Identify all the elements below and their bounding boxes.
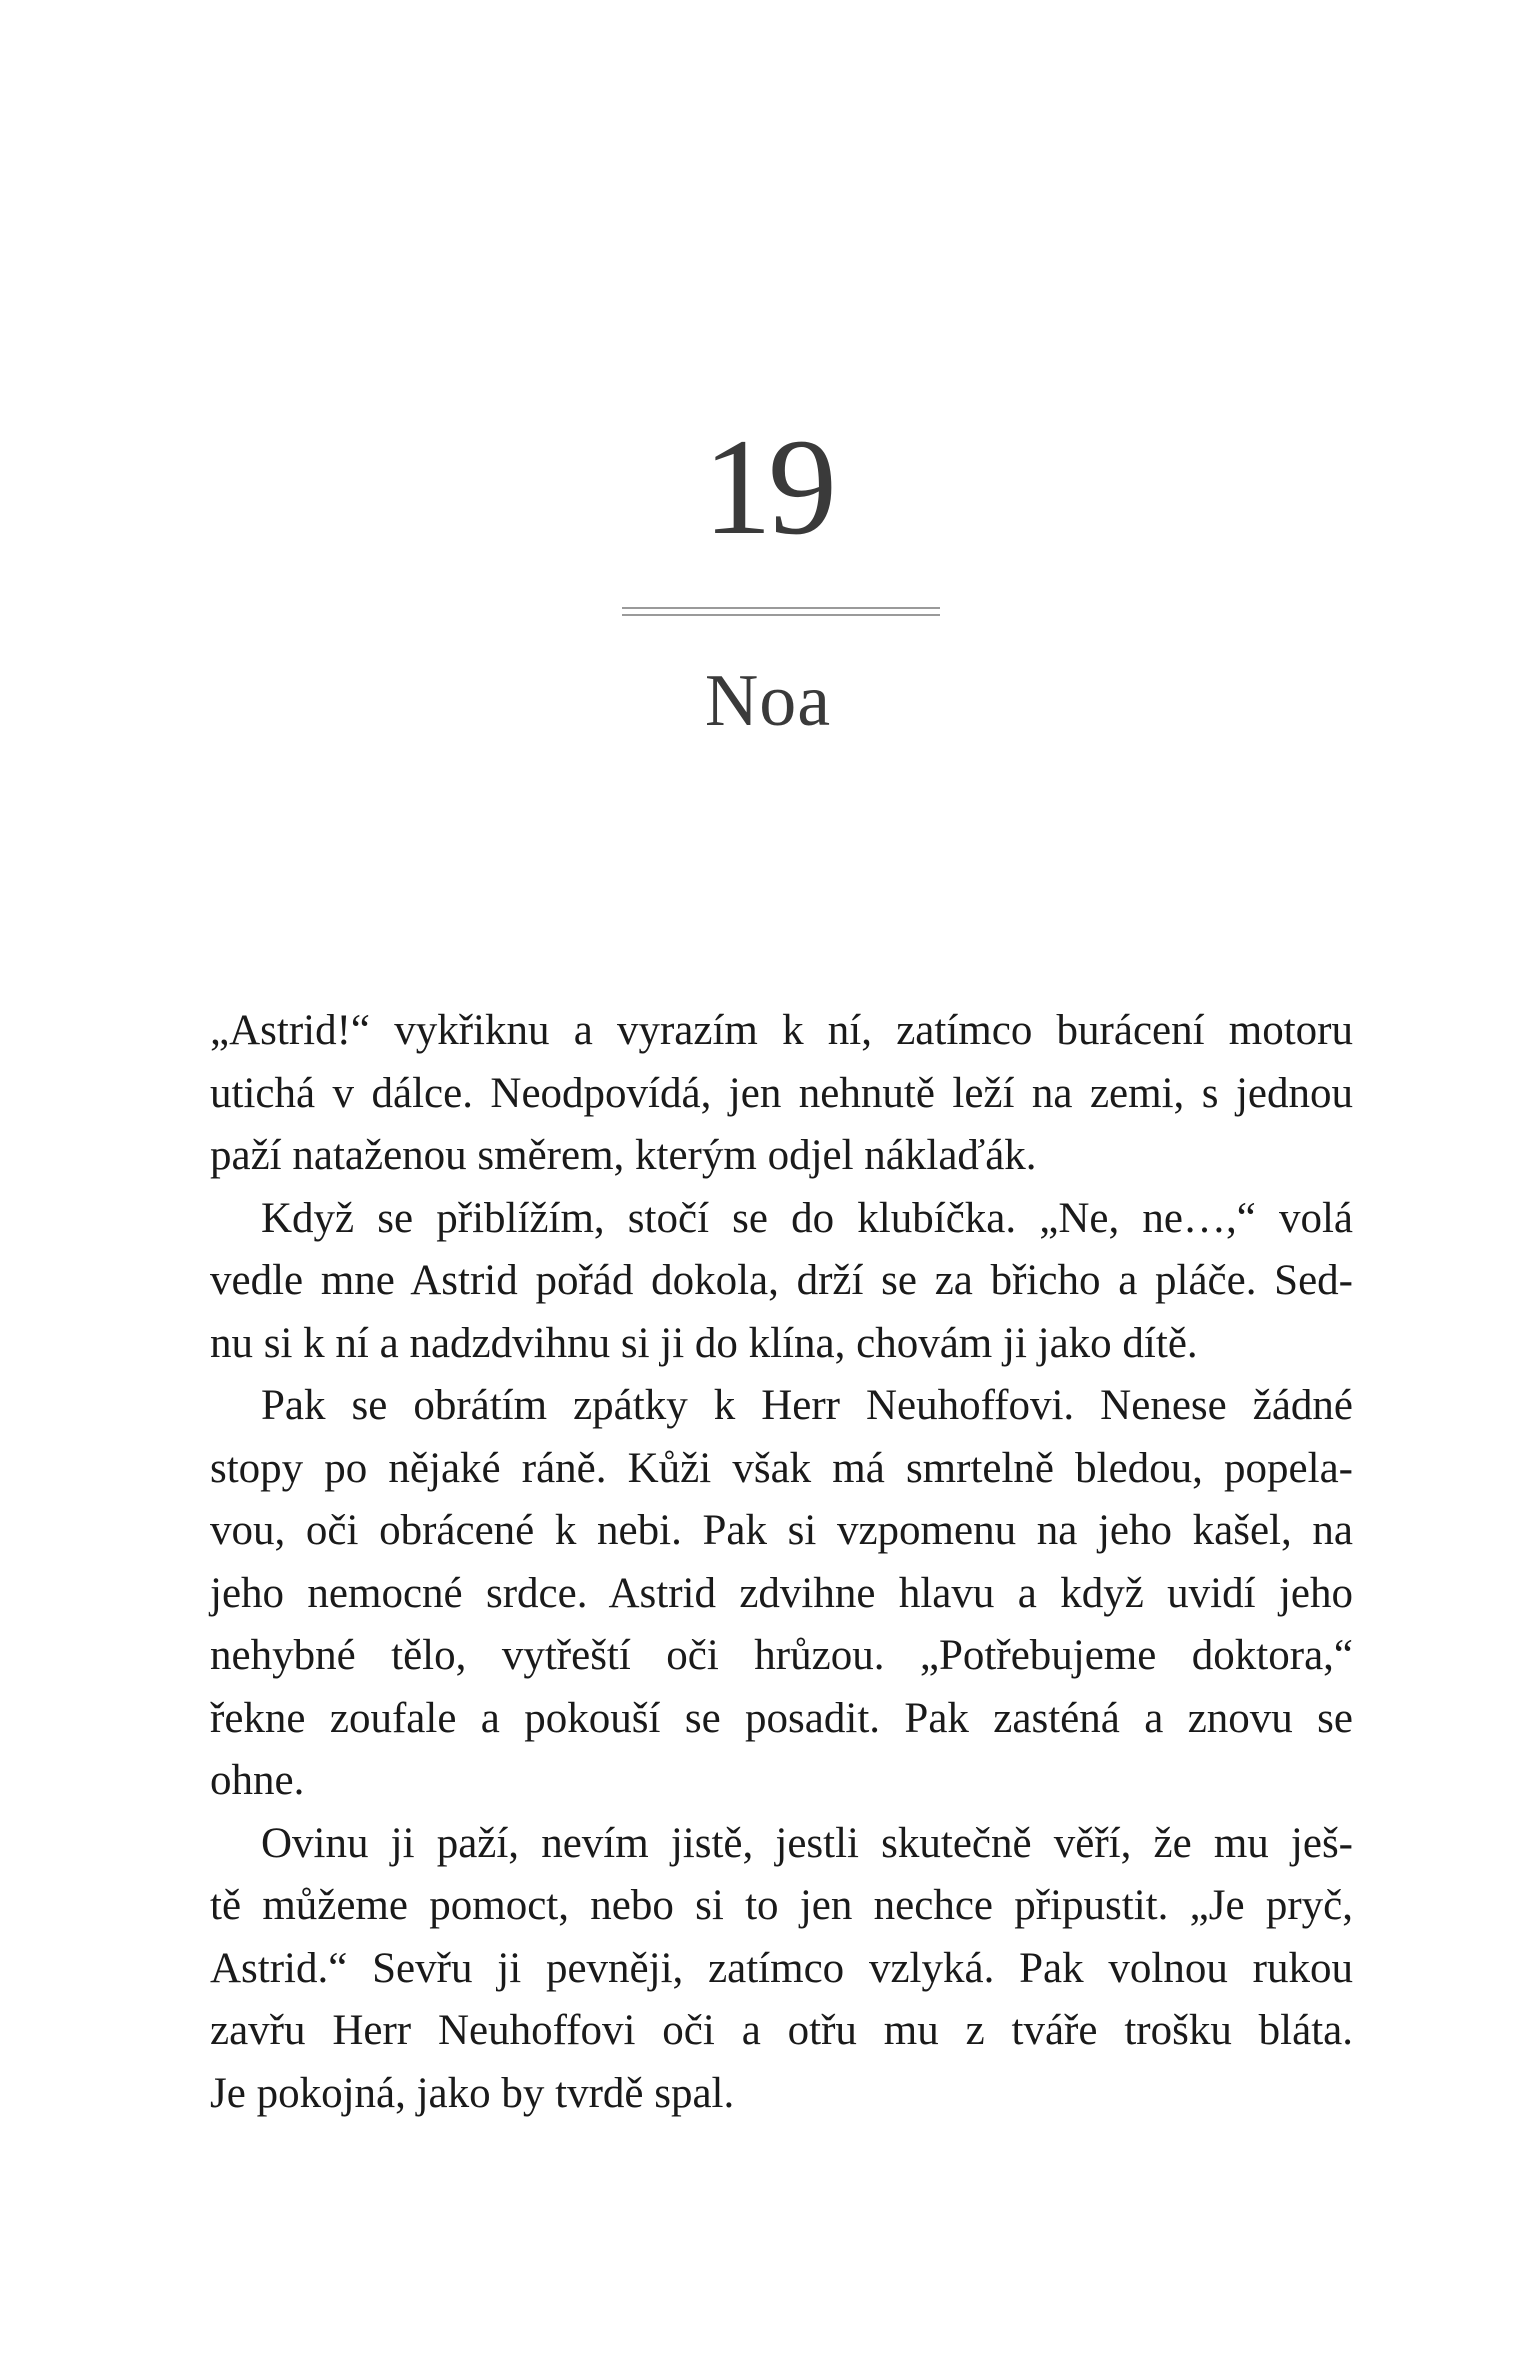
text-line: ohne. [210, 1757, 305, 1804]
text-line: Ovinu ji paží, nevím jistě, jestli skutečně věří, že mu ješ- [261, 1819, 1353, 1867]
chapter-number: 19 [703, 410, 833, 563]
text-line: nu si k ní a nadzdvihnu si ji do klína, chovám ji jako dítě. [210, 1319, 1198, 1367]
chapter-title: Noa [704, 660, 832, 742]
text-line: Astrid.“ Sevřu ji pevněji, zatímco vzlyká. Pak volnou rukou [210, 1944, 1353, 1992]
text-line: vedle mne Astrid pořád dokola, drží se za břicho a pláče. Sed- [210, 1257, 1353, 1304]
text-line: jeho nemocné srdce. Astrid zdvihne hlavu a když uvidí jeho [210, 1569, 1353, 1617]
divider-line-top [622, 607, 940, 609]
text-line: paží nataženou směrem, kterým odjel náklaďák. [210, 1132, 1037, 1179]
text-line: vou, oči obrácené k nebi. Pak si vzpomenu na jeho kašel, na [210, 1507, 1353, 1554]
divider-line-bottom [622, 614, 940, 616]
text-line: utichá v dálce. Neodpovídá, jen nehnutě leží na zemi, s jednou [210, 1069, 1353, 1117]
text-line: nehybné tělo, vytřeští oči hrůzou. „Potřebujeme doktora,“ [210, 1632, 1353, 1679]
text-line: zavřu Herr Neuhoffovi oči a otřu mu z tváře trošku bláta. [210, 2007, 1353, 2054]
text-line: Pak se obrátím zpátky k Herr Neuhoffovi. Nenese žádné [261, 1382, 1353, 1429]
text-line: Je pokojná, jako by tvrdě spal. [210, 2069, 735, 2117]
text-line: řekne zoufale a pokouší se posadit. Pak zasténá a znovu se [210, 1694, 1353, 1742]
chapter-body [210, 1000, 1353, 2125]
chapter-divider [622, 607, 940, 616]
text-line: tě můžeme pomoct, nebo si to jen nechce připustit. „Je pryč, [210, 1882, 1353, 1929]
text-line: „Astrid!“ vykřiknu a vyrazím k ní, zatímco burácení motoru [210, 1007, 1353, 1054]
text-line: stopy po nějaké ráně. Kůži však má smrtelně bledou, popela- [210, 1444, 1353, 1492]
text-line: Když se přiblížím, stočí se do klubíčka. „Ne, ne…,“ volá [261, 1194, 1353, 1242]
